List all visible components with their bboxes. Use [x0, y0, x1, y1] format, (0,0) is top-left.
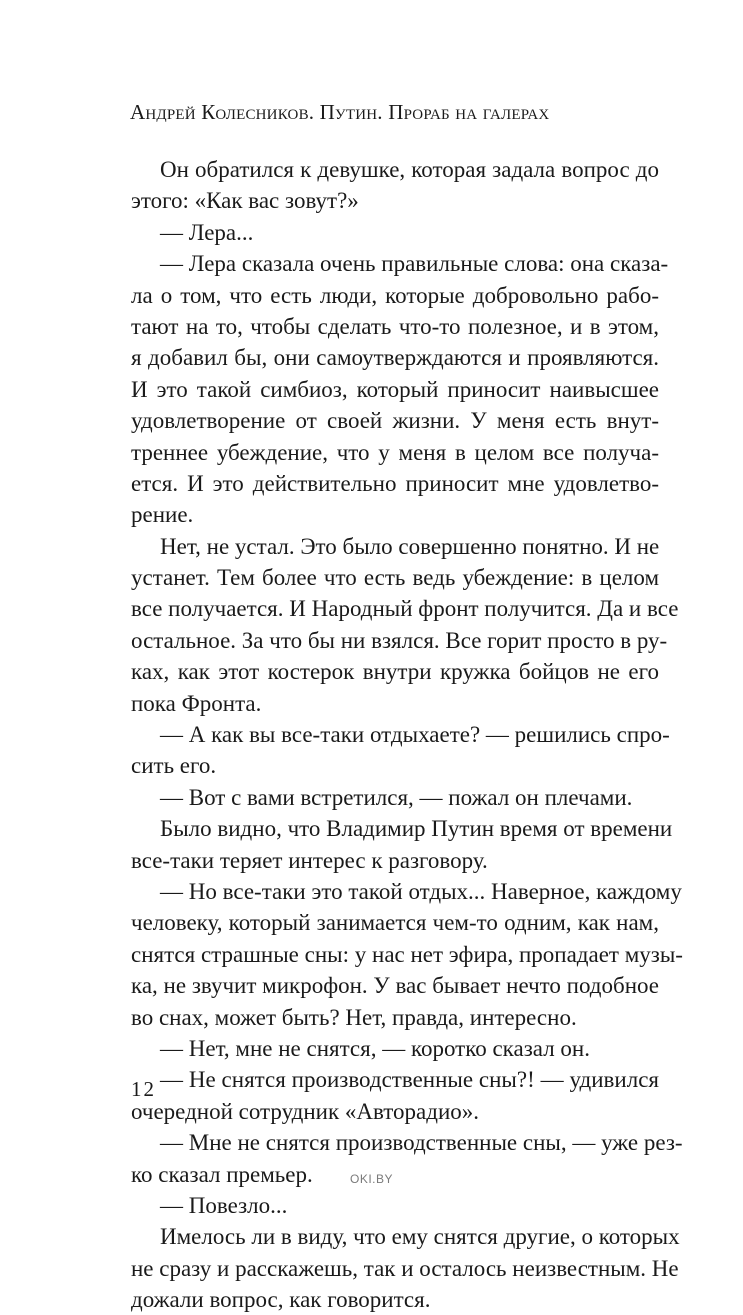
page-number: 12	[131, 1077, 156, 1101]
text-line: треннее убеждение, что у меня в целом все получа-	[131, 439, 659, 465]
text-line: — Мне не снятся производственные сны, — уже рез-	[160, 1130, 683, 1156]
text-line: тают на то, чтобы сделать что-то полезное, и в этом,	[131, 313, 659, 339]
text-line: Нет, не устал. Это было совершенно понятно. И не	[160, 533, 660, 559]
text-line: — Повезло...	[160, 1192, 288, 1218]
text-line: остальное. За что бы ни взялся. Все горит просто в ру-	[131, 627, 668, 653]
text-line: Он обратился к девушке, которая задала вопрос до	[160, 157, 659, 182]
running-header: Андрей Колесников. Путин. Прораб на галерах	[130, 100, 550, 124]
text-line: этого: «Как вас зовут?»	[131, 188, 359, 214]
text-line: — Не снятся производственные сны?! — удивился	[160, 1067, 659, 1093]
text-line: не сразу и расскажешь, так и осталось неизвестным. Не	[131, 1255, 679, 1281]
text-line: — А как вы все-таки отдыхаете? — решились спро-	[160, 722, 670, 748]
text-line: — Нет, мне не снятся, — коротко сказал он.	[160, 1035, 590, 1061]
body-text	[131, 154, 683, 1315]
text-line: сить его.	[131, 753, 217, 779]
text-line: — Лера...	[160, 219, 254, 245]
text-line: рение.	[131, 502, 194, 528]
text-line: И это такой симбиоз, который приносит наивысшее	[131, 376, 659, 402]
text-line: во снах, может быть? Нет, правда, интересно.	[131, 1004, 577, 1030]
text-line: — Вот с вами встретился, — пожал он плечами.	[160, 784, 633, 810]
watermark: OKI.BY	[349, 1172, 393, 1186]
text-line: ла о том, что есть люди, которые добровольно рабо-	[131, 282, 659, 308]
text-line: Было видно, что Владимир Путин время от времени	[160, 816, 673, 842]
text-line: ко сказал премьер.	[131, 1161, 313, 1187]
text-line: удовлетворение от своей жизни. У меня есть внут-	[131, 408, 659, 434]
text-line: человеку, который занимается чем-то одним, как нам,	[131, 910, 659, 936]
text-line: снятся страшные сны: у нас нет эфира, пропадает музы-	[131, 941, 683, 967]
text-line: ется. И это действительно приносит мне удовлетво-	[131, 470, 659, 496]
text-line: — Но все-таки это такой отдых... Наверное, каждому	[160, 878, 682, 904]
text-line: устанет. Тем более что есть ведь убеждение: в целом	[131, 565, 659, 591]
text-line: — Лера сказала очень правильные слова: она сказа-	[160, 251, 669, 277]
text-line: Имелось ли в виду, что ему снятся другие, о которых	[160, 1224, 680, 1250]
text-line: дожали вопрос, как говорится.	[131, 1287, 431, 1313]
text-line: я добавил бы, они самоутверждаются и проявляются.	[131, 345, 659, 371]
text-line: все-таки теряет интерес к разговору.	[131, 847, 488, 873]
text-line: очередной сотрудник «Авторадио».	[131, 1098, 479, 1124]
text-line: пока Фронта.	[131, 690, 262, 716]
text-line: ка, не звучит микрофон. У вас бывает нечто подобное	[131, 973, 659, 999]
text-line: все получается. И Народный фронт получится. Да и все	[131, 596, 679, 622]
text-line: ках, как этот костерок внутри кружка бойцов не его	[131, 659, 659, 685]
